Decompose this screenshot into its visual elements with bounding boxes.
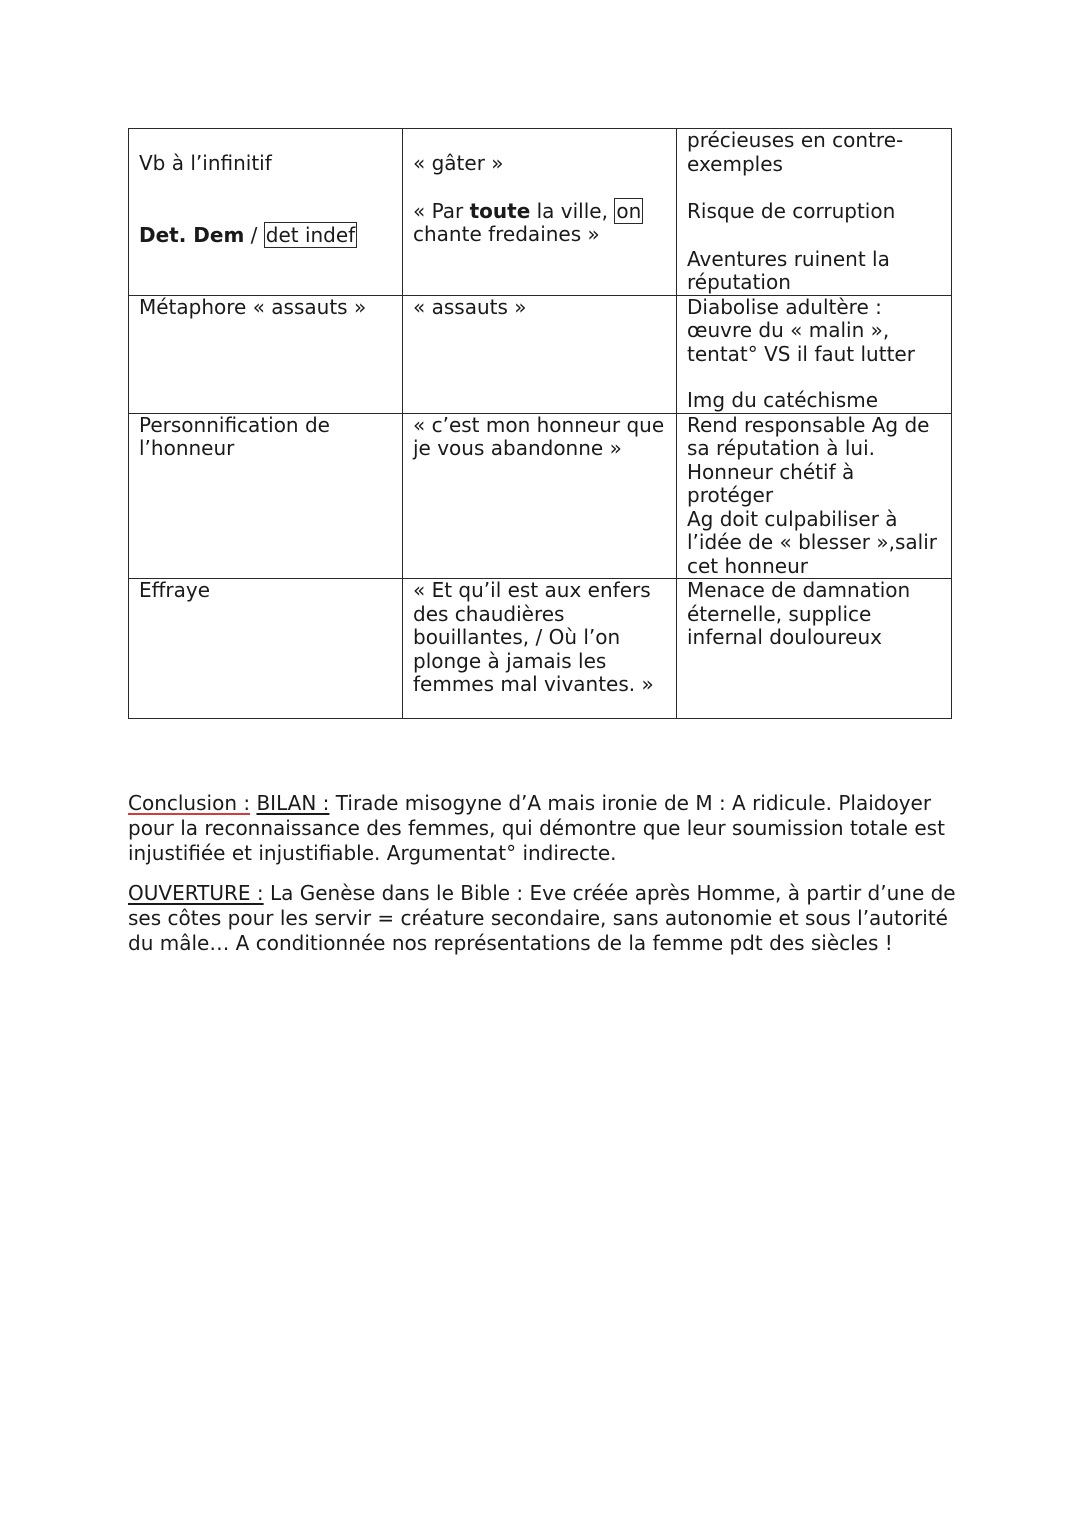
table-row	[129, 413, 952, 579]
cell-text: Img du catéchisme	[687, 388, 878, 412]
ouverture-label: OUVERTURE :	[128, 881, 264, 905]
table-cell-procede	[129, 129, 403, 296]
cell-text: « Et qu’il est aux enfers des chaudières bouillantes, / Où l’on plonge à jamais les femmes mal vivantes. »	[413, 578, 654, 696]
table-cell-interpretation	[677, 295, 952, 413]
ouverture-text: La Genèse dans le Bible : Eve créée après Homme, à partir d’une de ses côtes pour les servir = créature secondaire, sans autonomie et sous l’autorité du mâle… A conditionnée nos représentations de la femme pdt des siècles !	[128, 881, 956, 955]
table-cell-citation	[403, 413, 677, 579]
bilan-label: BILAN :	[256, 791, 330, 815]
table-cell-citation	[403, 295, 677, 413]
table-cell-citation	[403, 579, 677, 719]
cell-text: précieuses en contre-exemples	[687, 128, 904, 176]
table-row	[129, 579, 952, 719]
boxed-word: det indef	[265, 222, 356, 247]
conclusion-label: Conclusion :	[128, 791, 251, 815]
table-cell-citation	[403, 129, 677, 296]
cell-text: « gâter »	[413, 151, 504, 175]
conclusion-text: Tirade misogyne d’A mais ironie de M : A ridicule. Plaidoyer pour la reconnaissance des femmes, qui démontre que leur soumission totale est injustifiée et injustifiable. Argumentat° indirecte.	[128, 791, 945, 865]
cell-text: /	[244, 222, 264, 247]
cell-text: Rend responsable Ag de sa réputation à lui.	[687, 412, 930, 460]
analysis-table	[128, 128, 952, 719]
boxed-word: on	[616, 198, 642, 223]
table-cell-interpretation	[677, 579, 952, 719]
cell-text: « Par	[413, 198, 470, 223]
cell-text-bold: Det. Dem	[139, 222, 245, 247]
ouverture-paragraph	[128, 881, 958, 956]
cell-text: Personnification de l’honneur	[139, 412, 330, 460]
cell-text: « c’est mon honneur que je vous abandonne »	[413, 412, 665, 460]
cell-text: Métaphore « assauts »	[139, 294, 367, 319]
cell-text: Ag doit culpabiliser à l’idée de « blesser »,salir cet honneur	[687, 506, 937, 578]
cell-text: Risque de corruption	[687, 199, 896, 223]
cell-text: Honneur chétif à protéger	[687, 459, 855, 507]
table-row	[129, 295, 952, 413]
cell-text: Aventures ruinent la réputation	[687, 246, 890, 294]
conclusion-section	[128, 791, 958, 971]
cell-text: la ville,	[530, 198, 615, 223]
table-cell-procede	[129, 579, 403, 719]
cell-text: chante fredaines »	[413, 222, 600, 246]
conclusion-paragraph	[128, 791, 958, 866]
table-cell-procede	[129, 413, 403, 579]
cell-text: Diabolise adultère : œuvre du « malin », tentat° VS il faut lutter	[687, 294, 915, 366]
cell-text-bold: toute	[469, 198, 531, 223]
table-cell-procede	[129, 295, 403, 413]
table-cell-interpretation	[677, 129, 952, 296]
cell-text: Vb à l’infinitif	[139, 151, 272, 175]
table-cell-interpretation	[677, 413, 952, 579]
cell-text: « assauts »	[413, 294, 527, 319]
cell-text: Effraye	[139, 578, 211, 602]
cell-text: Menace de damnation éternelle, supplice infernal douloureux	[687, 578, 911, 649]
table-row	[129, 129, 952, 296]
